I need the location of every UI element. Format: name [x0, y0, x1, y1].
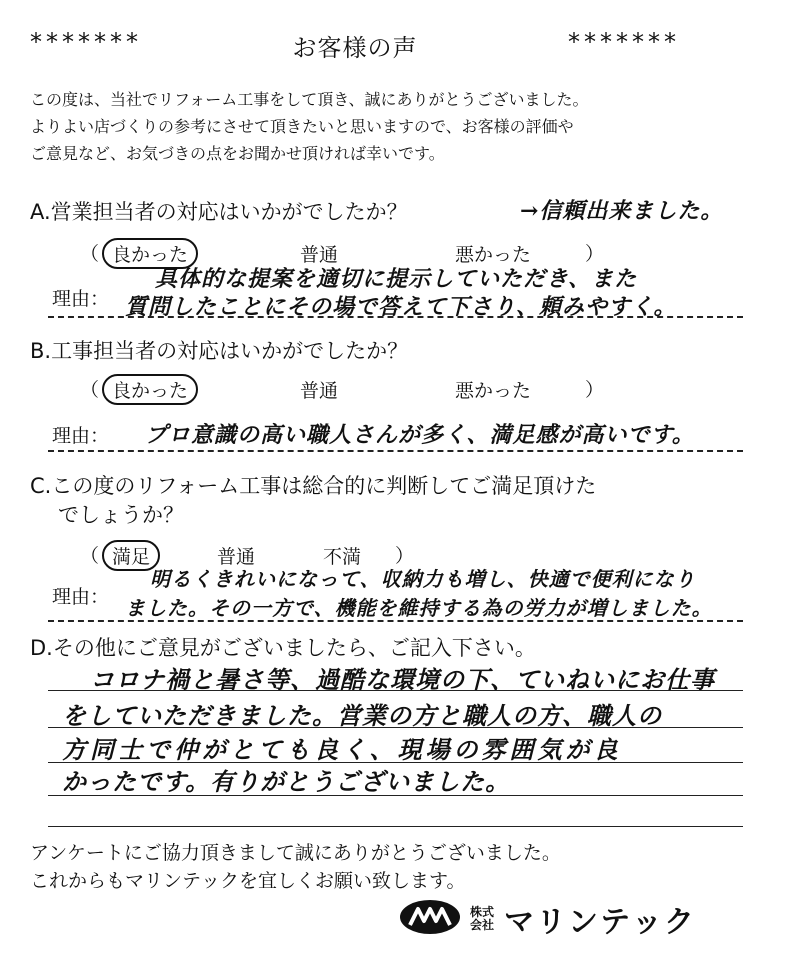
title-text: お客様の声 [292, 34, 418, 62]
option-c-normal[interactable]: 普通 [217, 546, 256, 568]
option-c-satisfied[interactable]: 満足 [102, 540, 160, 571]
logo-kabushiki [468, 906, 496, 932]
intro-line-3: ご意見など、お気づきの点をお聞かせ頂ければ幸いです。 [30, 144, 445, 163]
answer-a-rule [48, 316, 743, 318]
question-c-line-2: でしょうか？ [58, 503, 184, 527]
answer-d-rule-1 [48, 690, 743, 691]
question-b: B.工事担当者の対応はいかがでしたか？ [30, 339, 409, 363]
answer-c-line-1: 明るくきれいになって、収納力も増し、快適で便利になり [150, 567, 696, 591]
logo-mark-icon [398, 897, 462, 941]
options-b [80, 374, 640, 404]
open-bracket: （ [80, 379, 100, 401]
page-title [30, 28, 680, 63]
answer-d-rule-2 [48, 727, 743, 728]
answer-a-line-1: 具体的な提案を適切に提示していただき、また [155, 266, 638, 292]
option-b-bad[interactable]: 悪かった [455, 380, 532, 402]
title-stars-right: ******* [568, 28, 680, 56]
question-a-note: →信頼出来ました。 [520, 198, 724, 224]
answer-d-line-2: をしていただきました。営業の方と職人の方、職人の [62, 701, 662, 730]
question-c-line-1: C.この度のリフォーム工事は総合的に判断してご満足頂けた [30, 474, 597, 498]
open-bracket: （ [80, 243, 100, 265]
question-d: D.その他にご意見がございましたら、ご記入下さい。 [30, 636, 536, 660]
intro-line-1: この度は、当社でリフォーム工事をして頂き、誠にありがとうございました。 [30, 90, 589, 109]
answer-d-rule-4 [48, 795, 743, 796]
option-b-good[interactable]: 良かった [102, 374, 198, 405]
reason-label-c: 理由： [52, 586, 110, 608]
answer-d-line-4: かったです。有りがとうございました。 [62, 767, 511, 796]
logo-name: マリンテック [504, 905, 696, 940]
answer-d-rule-5 [48, 826, 743, 827]
close-bracket: ） [585, 243, 605, 265]
footer-line-1: アンケートにご協力頂きまして誠にありがとうございました。 [30, 842, 561, 864]
close-bracket: ） [395, 545, 415, 567]
open-bracket: （ [80, 545, 100, 567]
logo-kabushiki-line-2: 会社 [469, 918, 494, 932]
reason-label-a: 理由： [52, 288, 110, 310]
option-a-bad[interactable]: 悪かった [455, 244, 532, 266]
intro-line-2: よりよい店づくりの参考にさせて頂きたいと思いますので、お客様の評価や [30, 117, 574, 136]
answer-a-line-2: 質問したことにその場で答えて下さり、頼みやすく。 [125, 294, 677, 320]
answer-b-line-1: プロ意識の高い職人さんが多く、満足感が高いです。 [145, 422, 695, 448]
footer-line-2: これからもマリンテックを宜しくお願い致します。 [30, 870, 466, 892]
answer-d-line-3: 方同士で仲がとても良く、現場の雰囲気が良 [62, 735, 622, 764]
reason-label-b: 理由： [52, 425, 110, 447]
option-c-dissatisfied[interactable]: 不満 [323, 546, 362, 568]
company-logo [398, 897, 696, 941]
question-a: A.営業担当者の対応はいかがでしたか？ [30, 200, 408, 224]
option-a-normal[interactable]: 普通 [300, 244, 339, 266]
answer-c-line-2: ました。その一方で、機能を維持する為の労力が増しました。 [125, 596, 713, 620]
option-a-good[interactable]: 良かった [102, 238, 198, 269]
logo-kabushiki-line-1: 株式 [469, 905, 494, 919]
close-bracket: ） [585, 379, 605, 401]
answer-d-line-1: コロナ禍と暑さ等、過酷な環境の下、ていねいにお仕事 [90, 665, 715, 694]
answer-b-rule [48, 450, 743, 452]
answer-c-rule [48, 620, 743, 622]
title-stars-left: ******* [30, 28, 142, 56]
option-b-normal[interactable]: 普通 [300, 380, 339, 402]
